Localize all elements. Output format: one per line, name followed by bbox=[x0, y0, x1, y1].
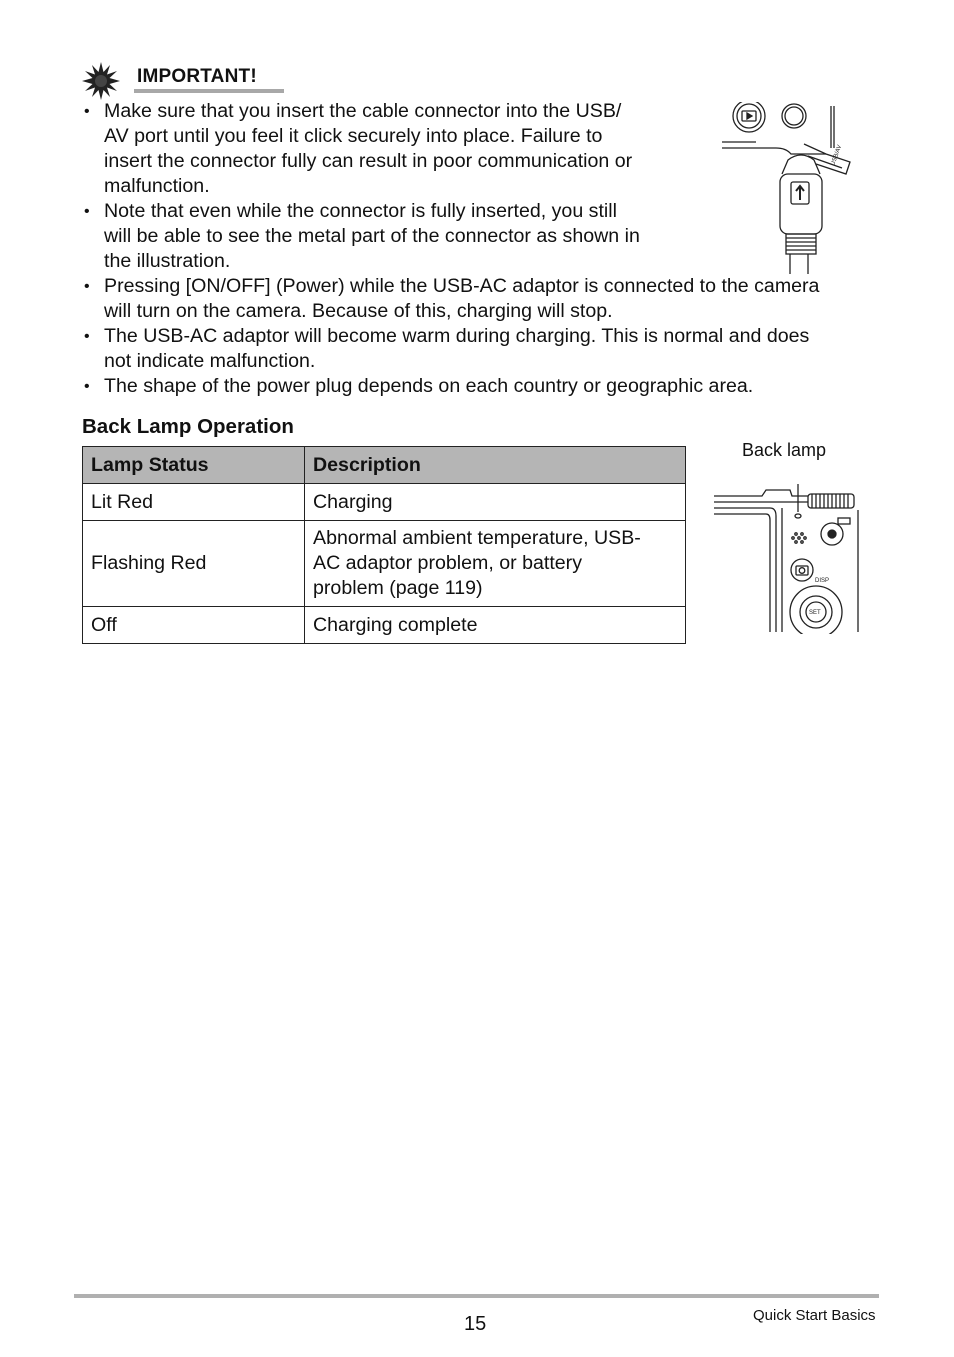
description-line: AC adaptor problem, or battery bbox=[313, 552, 583, 574]
set-label: SET bbox=[809, 610, 821, 616]
page-number: 15 bbox=[464, 1313, 487, 1335]
bullet-line: will be able to see the metal part of the connector as shown in bbox=[104, 225, 640, 247]
back-lamp-table bbox=[82, 446, 686, 644]
table-row bbox=[83, 521, 686, 607]
important-bullet-5 bbox=[104, 374, 753, 399]
bullet-line: the illustration. bbox=[104, 250, 231, 272]
column-header-description: Description bbox=[305, 447, 686, 484]
description-cell bbox=[305, 484, 686, 521]
important-bullet-4 bbox=[104, 324, 809, 374]
lamp-status-cell: Off bbox=[83, 607, 305, 644]
usb-av-port-label: USB/AV bbox=[830, 144, 844, 167]
important-label: IMPORTANT! bbox=[137, 66, 257, 87]
bullet-line: AV port until you feel it click securely into place. Failure to bbox=[104, 125, 603, 147]
disp-label: DISP bbox=[815, 578, 830, 584]
column-header-lamp-status: Lamp Status bbox=[83, 447, 305, 484]
important-bullet-1 bbox=[104, 99, 632, 199]
lamp-status-cell: Lit Red bbox=[83, 484, 305, 521]
description-line: Abnormal ambient temperature, USB- bbox=[313, 527, 641, 549]
bullet-line: insert the connector fully can result in poor communication or bbox=[104, 150, 633, 172]
back-lamp-callout: Back lamp bbox=[742, 440, 827, 460]
section-heading: Back Lamp Operation bbox=[82, 415, 294, 438]
bullet-line: malfunction. bbox=[104, 175, 210, 197]
bullet-line: • The USB-AC adaptor will become warm during charging. This is normal and does bbox=[104, 325, 810, 347]
important-bullet-2 bbox=[104, 199, 640, 274]
description-cell bbox=[305, 607, 686, 644]
description-line: Charging bbox=[313, 490, 393, 513]
table-row bbox=[83, 484, 686, 521]
table-header-row bbox=[83, 447, 686, 484]
footer-section-name: Quick Start Basics bbox=[753, 1307, 876, 1324]
description-line: Charging complete bbox=[313, 613, 478, 636]
bullet-line: • Pressing [ON/OFF] (Power) while the USB-AC adaptor is connected to the camera bbox=[104, 275, 820, 297]
bullet-line: • The shape of the power plug depends on each country or geographic area. bbox=[104, 375, 754, 397]
important-underline bbox=[134, 89, 284, 93]
usb-connector-illustration bbox=[716, 102, 866, 274]
footer-rule bbox=[74, 1294, 879, 1298]
important-header bbox=[82, 62, 292, 96]
bullet-line: • Note that even while the connector is fully inserted, you still bbox=[104, 200, 617, 222]
bullet-line: not indicate malfunction. bbox=[104, 350, 316, 372]
lamp-status-cell: Flashing Red bbox=[83, 521, 305, 607]
bullet-line: • Make sure that you insert the cable connector into the USB/ bbox=[104, 100, 622, 122]
bullet-line: will turn on the camera. Because of this, charging will stop. bbox=[104, 300, 613, 322]
important-bullet-3 bbox=[104, 274, 819, 324]
description-cell bbox=[305, 521, 686, 607]
camera-back-illustration bbox=[712, 484, 864, 634]
description-line: problem (page 119) bbox=[313, 577, 483, 599]
important-burst-icon bbox=[82, 62, 120, 100]
table-row bbox=[83, 607, 686, 644]
